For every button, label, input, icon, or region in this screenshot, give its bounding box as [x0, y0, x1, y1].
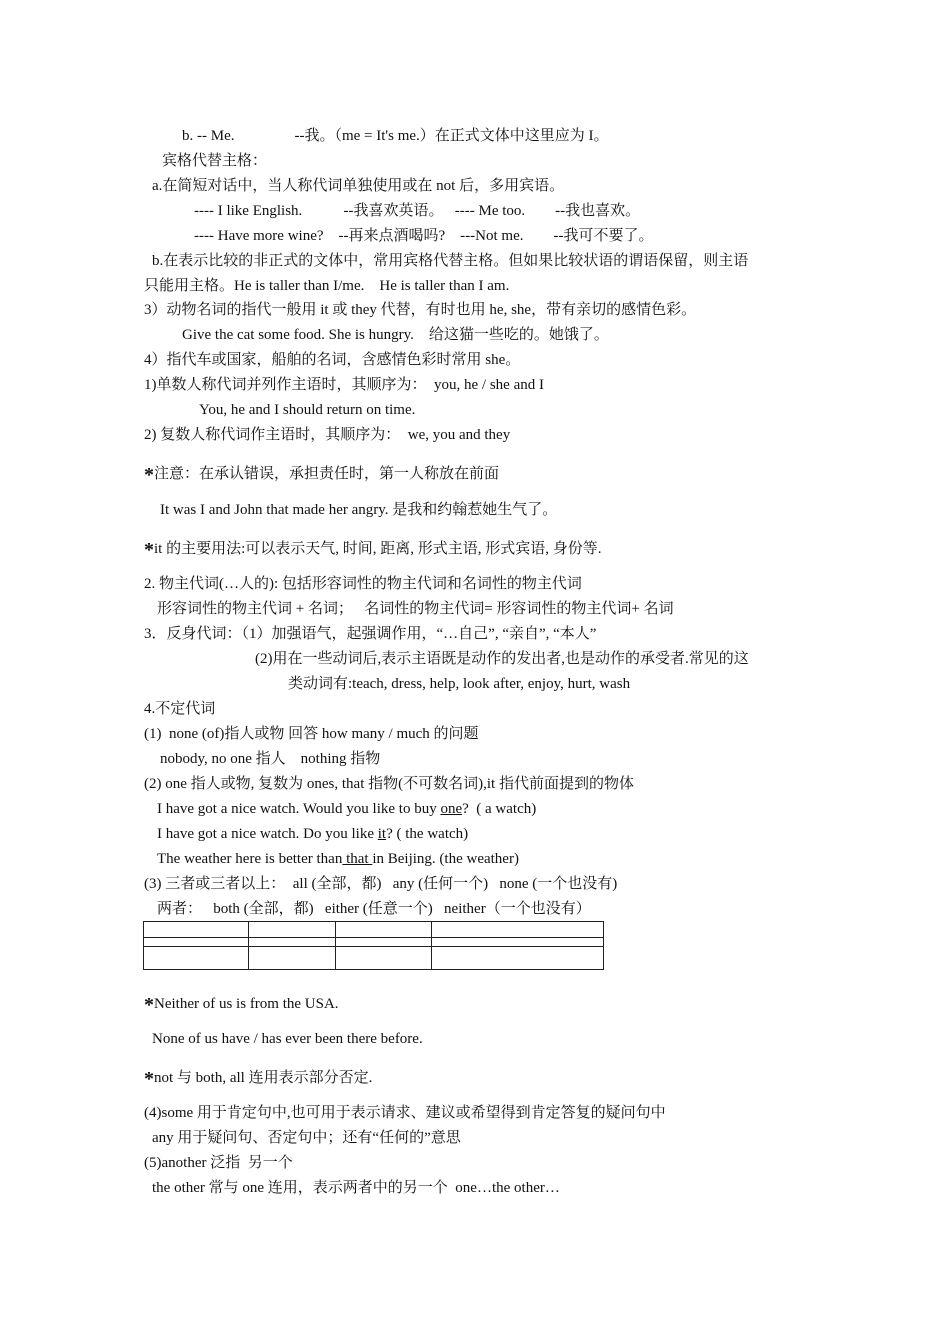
underlined-word: one	[440, 801, 463, 817]
text-line: 4.不定代词	[144, 701, 216, 717]
text-line: (5)another 泛指 另一个	[144, 1155, 293, 1171]
text-line: (3) 三者或三者以上： all (全部，都) any (任何一个) none (一个也没有)	[144, 876, 618, 892]
asterisk-icon: *	[144, 1068, 154, 1090]
text-line: (2)用在一些动词后,表示主语既是动作的发出者,也是动作的承受者.常见的这	[255, 651, 749, 667]
text-line: 类动词有:teach, dress, help, look after, enjoy, hurt, wash	[288, 676, 631, 692]
asterisk-icon: *	[144, 464, 154, 486]
text-line: 宾格代替主格：	[162, 153, 268, 169]
text-line: 3．反身代词：（1）加强语气，起强调作用，“…自己”, “亲自”, “本人”	[144, 626, 597, 642]
underlined-word: that	[342, 851, 373, 867]
text-line: 2) 复数人称代词作主语时，其顺序为： we, you and they	[144, 427, 511, 443]
text-line: It was I and John that made her angry. 是我和约翰惹她生气了。	[160, 502, 558, 518]
asterisk-icon: *	[144, 994, 154, 1016]
text-line: ---- Have more wine? --再来点酒喝吗? ---Not me. --我可不要了。	[194, 228, 654, 244]
text-line: 形容词性的物主代词 + 名词； 名词性的物主代词= 形容词性的物主代词+ 名词	[157, 601, 674, 617]
text-line: 2. 物主代词(…人的): 包括形容词性的物主代词和名词性的物主代词	[144, 576, 582, 592]
text-line: 只能用主格。He is taller than I/me. He is taller than I am.	[144, 278, 510, 294]
example-line: The weather here is better than that in Beijing. (the weather)	[157, 851, 519, 867]
text-line: (1) none (of)指人或物 回答 how many / much 的问题	[144, 726, 479, 742]
text-line: b. -- Me. --我。（me = It's me.）在正式文体中这里应为 I。	[182, 128, 609, 144]
text-line: (4)some 用于肯定句中,也可用于表示请求、建议或希望得到肯定答复的疑问句中	[144, 1105, 666, 1121]
text-line: a.在简短对话中，当人称代词单独使用或在 not 后，多用宾语。	[152, 178, 565, 194]
example-line: I have got a nice watch. Do you like it? ( the watch)	[157, 826, 469, 842]
note-line: *not 与 both, all 连用表示部分否定.	[144, 1068, 373, 1090]
text-line: Give the cat some food. She is hungry. 给这猫一些吃的。她饿了。	[182, 327, 609, 343]
note-line: *注意：在承认错误，承担责任时，第一人称放在前面	[144, 464, 500, 486]
note-line: *Neither of us is from the USA.	[144, 994, 339, 1016]
note-line: *it 的主要用法:可以表示天气, 时间, 距离, 形式主语, 形式宾语, 身份等.	[144, 539, 602, 561]
text-line: nobody, no one 指人 nothing 指物	[160, 751, 381, 767]
text-line: ---- I like English. --我喜欢英语。 ---- Me too. --我也喜欢。	[194, 203, 641, 219]
example-line: I have got a nice watch. Would you like to buy one? ( a watch)	[157, 801, 537, 817]
text-line: b.在表示比较的非正式的文体中，常用宾格代替主格。但如果比较状语的谓语保留，则主语	[152, 253, 749, 269]
text-line: You, he and I should return on time.	[199, 402, 416, 418]
text-line: any 用于疑问句、否定句中；还有“任何的”意思	[152, 1130, 461, 1146]
text-line: None of us have / has ever been there before.	[152, 1031, 423, 1047]
text-line: 1)单数人称代词并列作主语时，其顺序为： you, he / she and I	[144, 377, 544, 393]
underlined-word: it	[377, 826, 387, 842]
text-line: 4）指代车或国家，船舶的名词，含感情色彩时常用 she。	[144, 352, 521, 368]
text-line: 两者： both (全部，都) either (任意一个) neither（一个也没有）	[157, 901, 591, 917]
asterisk-icon: *	[144, 539, 154, 561]
text-line: (2) one 指人或物, 复数为 ones, that 指物(不可数名词),it 指代前面提到的物体	[144, 776, 634, 792]
text-line: 3）动物名词的指代一般用 it 或 they 代替，有时也用 he, she，带有亲切的感情色彩。	[144, 302, 697, 318]
empty-table	[143, 921, 604, 970]
text-line: the other 常与 one 连用，表示两者中的另一个 one…the other…	[152, 1180, 560, 1196]
